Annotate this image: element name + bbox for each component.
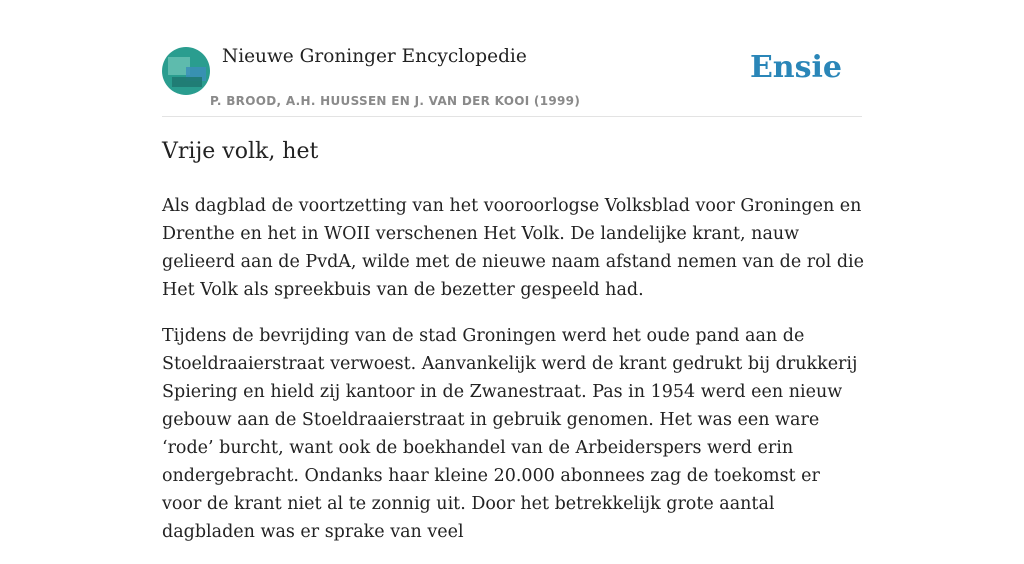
- source-title[interactable]: Nieuwe Groninger Encyclopedie: [222, 46, 527, 67]
- source-header: [162, 40, 862, 117]
- body-paragraph: Tijdens de bevrijding van de stad Groningen werd het oude pand aan de Stoeldraaierstraat verwoest. Aanvankelijk werd de krant gedrukt bij drukkerij Spiering en hield zij kantoor in de Zwanestraat. Pas in 1954 werd een nieuw gebouw aan de Stoeldraaierstraat in gebruik genomen. Het was een ware ‘rode’ burcht, want ook de boekhandel van de Arbeiderspers werd erin ondergebracht. Ondanks haar kleine 20.000 abonnees zag de toekomst er voor de krant niet al te zonnig uit. Door het betrekkelijk grote aantal dagbladen was er sprake van veel: [162, 326, 858, 542]
- cover-detail: [172, 77, 202, 87]
- body-paragraph: Als dagblad de voortzetting van het vooroorlogse Volksblad voor Groningen en Drenthe en het in WOII verschenen Het Volk. De landelijke krant, nauw gelieerd aan de PvdA, wilde met de nieuwe naam afstand nemen van de rol die Het Volk als spreekbuis van de bezetter gespeeld had.: [162, 196, 864, 300]
- source-cover-image[interactable]: [162, 47, 210, 95]
- entry-body: [162, 192, 864, 564]
- entry-title: Vrije volk, het: [162, 139, 319, 164]
- brand-logo[interactable]: Ensie: [749, 50, 842, 85]
- source-authors: P. BROOD, A.H. HUUSSEN EN J. VAN DER KOOI (1999): [210, 94, 581, 108]
